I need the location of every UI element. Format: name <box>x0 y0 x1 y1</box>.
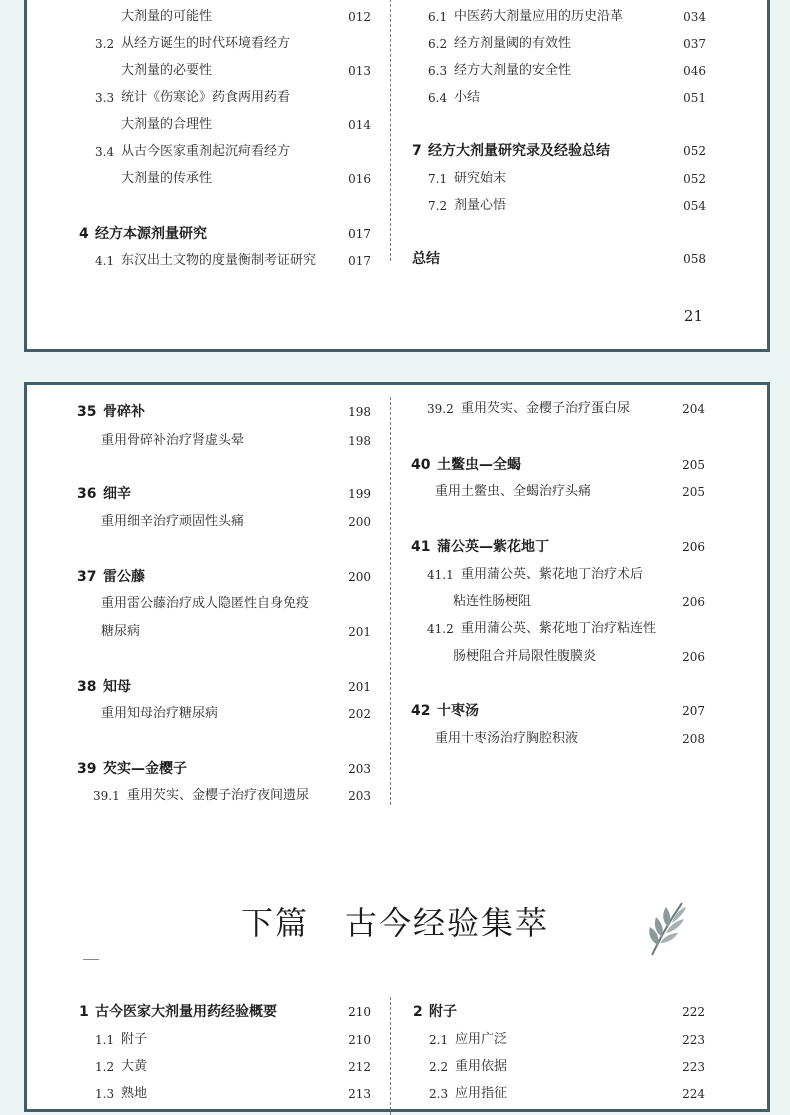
part-heading <box>0 898 790 944</box>
entry-title: 十枣汤 <box>437 703 479 719</box>
entry-number: 39.2 <box>427 402 454 416</box>
entry-title: 古今医家大剂量用药经验概要 <box>95 1004 277 1020</box>
entry-title: 中医药大剂量应用的历史沿革 <box>454 9 624 24</box>
toc-entry[interactable] <box>412 32 706 56</box>
entry-number: 1.2 <box>95 1060 115 1074</box>
toc-entry[interactable] <box>79 113 371 137</box>
entry-title: 细辛 <box>103 486 131 502</box>
toc-chapter-entry[interactable] <box>413 1000 705 1024</box>
entry-number: 42 <box>411 703 431 719</box>
toc-chapter-entry[interactable] <box>412 139 706 163</box>
entry-number: 39 <box>77 761 97 777</box>
entry-title: 统计《伤寒论》药食两用药看 <box>121 90 291 105</box>
toc-panel-upper <box>24 0 770 352</box>
entry-number: 7 <box>412 143 422 159</box>
toc-entry[interactable] <box>79 167 371 191</box>
entry-number: 41.1 <box>427 568 454 582</box>
entry-page-number: 206 <box>682 540 705 554</box>
entry-title: 研究始末 <box>454 171 507 186</box>
entry-page-number: 017 <box>348 254 371 268</box>
entry-title: 知母 <box>103 679 131 695</box>
entry-page-number: 012 <box>348 10 371 24</box>
entry-title: 重用芡实、金樱子治疗蛋白尿 <box>461 401 631 416</box>
entry-title: 从经方诞生的时代环境看经方 <box>121 36 291 51</box>
entry-page-number: 212 <box>348 1060 371 1074</box>
entry-page-number: 052 <box>683 172 706 186</box>
entry-number: 3.3 <box>95 91 115 105</box>
entry-title: 粘连性肠梗阻 <box>453 594 532 609</box>
entry-number: 2.1 <box>429 1033 449 1047</box>
toc-entry[interactable] <box>79 140 371 164</box>
entry-page-number: 210 <box>348 1033 371 1047</box>
entry-title: 重用细辛治疗顽固性头痛 <box>101 514 245 529</box>
entry-title: 重用蒲公英、紫花地丁治疗术后 <box>461 567 644 582</box>
entry-title: 土鳖虫—全蝎 <box>437 457 521 473</box>
entry-title: 重用依据 <box>455 1059 508 1074</box>
entry-number: 6.3 <box>428 64 448 78</box>
entry-page-number: 204 <box>682 402 705 416</box>
entry-number: 39.1 <box>93 789 120 803</box>
entry-number: 1 <box>79 1004 89 1020</box>
entry-page-number: 198 <box>348 434 371 448</box>
entry-page-number: 016 <box>348 172 371 186</box>
entry-page-number: 206 <box>682 595 705 609</box>
entry-page-number: 203 <box>348 789 371 803</box>
entry-title: 大剂量的可能性 <box>121 9 213 24</box>
entry-page-number: 054 <box>683 199 706 213</box>
column-divider-bottom <box>390 997 391 1115</box>
entry-title: 熟地 <box>121 1086 148 1101</box>
toc-entry[interactable] <box>412 167 706 191</box>
entry-page-number: 210 <box>348 1005 371 1019</box>
entry-title: 总结 <box>412 251 440 267</box>
entry-page-number: 200 <box>348 515 371 529</box>
entry-number: 7.2 <box>428 199 448 213</box>
toc-entry[interactable] <box>79 1082 371 1106</box>
entry-title: 雷公藤 <box>103 569 145 585</box>
entry-page-number: 205 <box>682 458 705 472</box>
entry-number: 1.1 <box>95 1033 115 1047</box>
entry-page-number: 198 <box>348 405 371 419</box>
entry-number: 6.2 <box>428 37 448 51</box>
entry-page-number: 205 <box>682 485 705 499</box>
page-number: 21 <box>683 307 703 325</box>
entry-title: 重用芡实、金樱子治疗夜间遗尿 <box>127 788 310 803</box>
entry-page-number: 014 <box>348 118 371 132</box>
toc-entry[interactable] <box>412 194 706 218</box>
entry-page-number: 224 <box>682 1087 705 1101</box>
entry-page-number: 208 <box>682 732 705 746</box>
entry-number: 6.1 <box>428 10 448 24</box>
entry-title: 经方本源剂量研究 <box>95 226 207 242</box>
entry-page-number: 017 <box>348 227 371 241</box>
entry-title: 重用知母治疗糖尿病 <box>101 706 219 721</box>
column-divider <box>390 397 391 805</box>
toc-entry[interactable] <box>412 5 706 29</box>
toc-entry[interactable] <box>79 86 371 110</box>
entry-title: 东汉出土文物的度量衡制考证研究 <box>121 253 317 268</box>
entry-page-number: 223 <box>682 1060 705 1074</box>
entry-number: 4.1 <box>95 254 115 268</box>
entry-title: 大剂量的传承性 <box>121 171 213 186</box>
entry-page-number: 206 <box>682 650 705 664</box>
entry-title: 附子 <box>121 1032 148 1047</box>
entry-number: 38 <box>77 679 97 695</box>
entry-title: 重用蒲公英、紫花地丁治疗粘连性 <box>461 621 657 636</box>
entry-number: 4 <box>79 226 89 242</box>
entry-page-number: 201 <box>348 680 371 694</box>
entry-title: 大黄 <box>121 1059 148 1074</box>
entry-number: 35 <box>77 404 97 420</box>
entry-page-number: 213 <box>348 1087 371 1101</box>
entry-page-number: 034 <box>683 10 706 24</box>
entry-number: 3.2 <box>95 37 115 51</box>
entry-page-number: 046 <box>683 64 706 78</box>
entry-number: 6.4 <box>428 91 448 105</box>
toc-entry[interactable] <box>412 86 706 110</box>
toc-panel-lower <box>24 382 770 1112</box>
column-divider <box>390 0 391 261</box>
toc-column-right <box>412 0 706 297</box>
toc-entry[interactable] <box>413 1055 705 1079</box>
toc-entry[interactable] <box>412 59 706 83</box>
entry-number: 41.2 <box>427 622 454 636</box>
toc-chapter-entry[interactable] <box>79 1000 371 1024</box>
part-title: 古今经验集萃 <box>345 904 550 942</box>
entry-title: 应用广泛 <box>455 1032 508 1047</box>
toc-chapter-entry[interactable] <box>412 247 706 271</box>
entry-title: 经方大剂量的安全性 <box>454 63 572 78</box>
toc-chapter-entry[interactable] <box>79 222 371 246</box>
toc-entry[interactable] <box>413 1028 705 1052</box>
toc-entry[interactable] <box>79 1055 371 1079</box>
entry-page-number: 200 <box>348 570 371 584</box>
toc-column-left-bottom <box>79 385 371 1105</box>
toc-entry[interactable] <box>79 1028 371 1052</box>
entry-number: 2.2 <box>429 1060 449 1074</box>
entry-number: 41 <box>411 539 431 555</box>
entry-page-number: 223 <box>682 1033 705 1047</box>
entry-page-number: 037 <box>683 37 706 51</box>
entry-title: 重用雷公藤治疗成人隐匿性自身免疫 <box>101 596 310 611</box>
entry-page-number: 222 <box>682 1005 705 1019</box>
entry-number: 3.4 <box>95 145 115 159</box>
entry-page-number: 058 <box>683 252 706 266</box>
entry-page-number: 201 <box>348 625 371 639</box>
entry-page-number: 203 <box>348 762 371 776</box>
toc-column-left <box>79 0 371 297</box>
entry-title: 经方剂量阈的有效性 <box>454 36 572 51</box>
entry-title: 剂量心悟 <box>454 198 507 213</box>
toc-column-right-bottom <box>413 385 705 1105</box>
entry-page-number: 207 <box>682 704 705 718</box>
toc-entry[interactable] <box>79 59 371 83</box>
entry-number: 40 <box>411 457 431 473</box>
ornament-dash <box>83 959 99 960</box>
entry-title: 蒲公英—紫花地丁 <box>437 539 549 555</box>
entry-title: 重用十枣汤治疗胸腔积液 <box>435 731 579 746</box>
entry-title: 芡实—金樱子 <box>103 761 187 777</box>
entry-page-number: 052 <box>683 144 706 158</box>
entry-page-number: 051 <box>683 91 706 105</box>
entry-page-number: 013 <box>348 64 371 78</box>
entry-number: 36 <box>77 486 97 502</box>
entry-title: 附子 <box>429 1004 457 1020</box>
entry-title: 重用土鳖虫、全蝎治疗头痛 <box>435 484 592 499</box>
entry-number: 7.1 <box>428 172 448 186</box>
entry-number: 2 <box>413 1004 423 1020</box>
entry-title: 小结 <box>454 90 481 105</box>
entry-title: 肠梗阻合并局限性腹膜炎 <box>453 649 597 664</box>
toc-entry[interactable] <box>79 32 371 56</box>
entry-title: 大剂量的合理性 <box>121 117 213 132</box>
entry-page-number: 199 <box>348 487 371 501</box>
entry-title: 重用骨碎补治疗肾虚头晕 <box>101 433 245 448</box>
entry-title: 从古今医家重剂起沉疴看经方 <box>121 144 291 159</box>
entry-title: 经方大剂量研究录及经验总结 <box>428 143 610 159</box>
entry-title: 骨碎补 <box>103 404 145 420</box>
part-label: 下篇 <box>240 904 309 942</box>
entry-title: 糖尿病 <box>101 624 141 639</box>
entry-number: 37 <box>77 569 97 585</box>
entry-number: 1.3 <box>95 1087 115 1101</box>
entry-title: 应用指征 <box>455 1086 508 1101</box>
entry-title: 大剂量的必要性 <box>121 63 213 78</box>
toc-entry[interactable] <box>79 249 371 273</box>
entry-page-number: 202 <box>348 707 371 721</box>
toc-entry[interactable] <box>413 1082 705 1106</box>
entry-number: 2.3 <box>429 1087 449 1101</box>
toc-entry[interactable] <box>79 5 371 29</box>
